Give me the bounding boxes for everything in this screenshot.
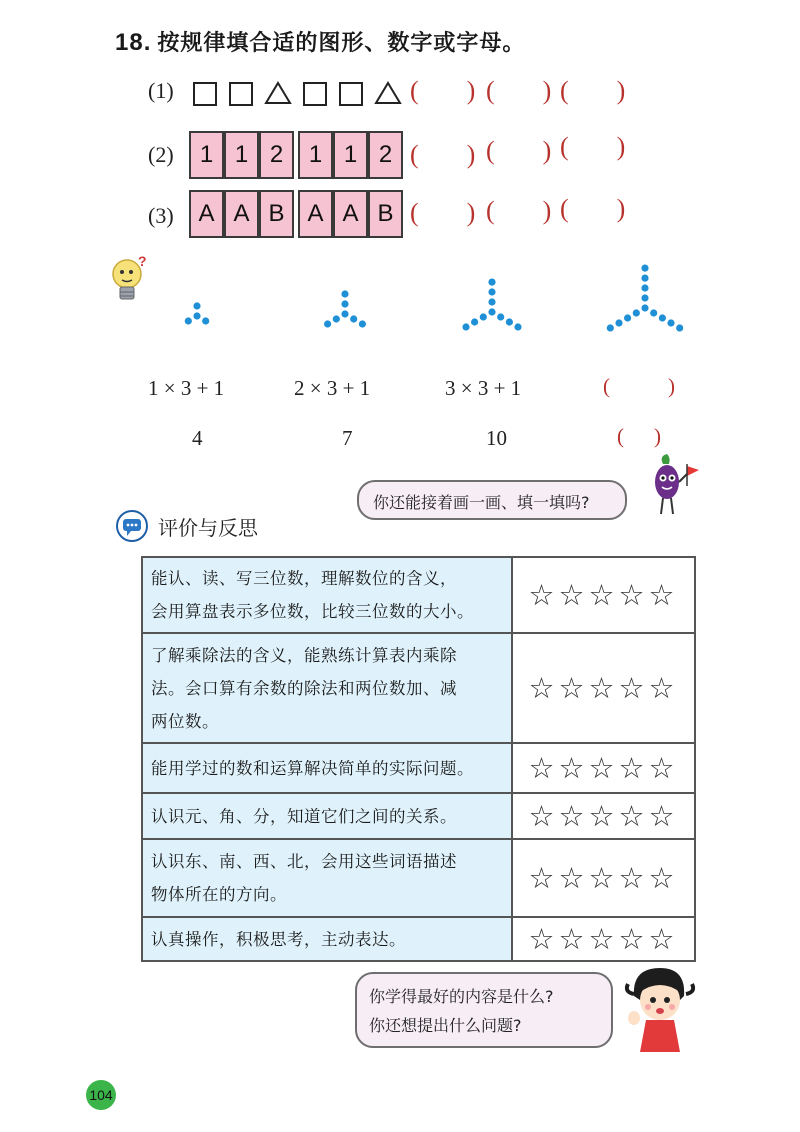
criteria-cell: 认识元、角、分，知道它们之间的关系。 [142, 793, 512, 839]
result-1: 4 [192, 426, 203, 450]
expression-1: 1 × 3 + 1 [148, 376, 225, 400]
criteria-cell: 认真操作，积极思考，主动表达。 [142, 917, 512, 961]
table-row [142, 743, 695, 793]
number-cell: 1 [224, 131, 259, 179]
pattern-dot [641, 275, 648, 282]
answer-blank-2[interactable]: ( ) [486, 196, 552, 225]
chat-bubble-icon [116, 510, 148, 542]
evaluation-table [141, 556, 696, 962]
pattern-dot [202, 317, 209, 324]
pattern-dot [471, 318, 478, 325]
svg-text:?: ? [138, 253, 147, 269]
letter-cell: A [298, 190, 333, 238]
lightbulb-icon [108, 252, 150, 308]
question-text: 按规律填合适的图形、数字或字母。 [157, 31, 526, 56]
page-number-badge: 104 [86, 1080, 116, 1110]
star-rating[interactable] [512, 839, 695, 917]
star-rating[interactable] [512, 793, 695, 839]
pattern-dot [185, 317, 192, 324]
girl-bubble-line-1: 你学得最好的内容是什么? [369, 987, 554, 1006]
criteria-cell: 能用学过的数和运算解决简单的实际问题。 [142, 743, 512, 793]
expression-3: 3 × 3 + 1 [445, 376, 522, 400]
pattern-dot [333, 315, 340, 322]
question-title [115, 26, 525, 57]
pattern-dot [514, 323, 521, 330]
pattern-dot [641, 304, 648, 311]
pattern-dot [359, 320, 366, 327]
pattern-dot [350, 315, 357, 322]
square-shape [303, 82, 327, 106]
pattern-dot [633, 309, 640, 316]
number-cell: 2 [259, 131, 294, 179]
eggplant-mascot-icon [645, 452, 701, 524]
pattern-dot [624, 314, 631, 321]
pattern-dot [659, 314, 666, 321]
number-cell: 2 [368, 131, 403, 179]
square-shape [339, 82, 363, 106]
expression-2: 2 × 3 + 1 [294, 376, 371, 400]
criteria-cell: 能认、读、写三位数，理解数位的含义， 会用算盘表示多位数，比较三位数的大小。 [142, 557, 512, 633]
triangle-shape [264, 81, 292, 105]
expression-blank[interactable]: ( ) [603, 374, 675, 398]
pattern-dot [480, 313, 487, 320]
letter-cell: A [189, 190, 224, 238]
criteria-cell: 认识东、南、西、北，会用这些词语描述 物体所在的方向。 [142, 839, 512, 917]
letter-cell: A [224, 190, 259, 238]
star-icons[interactable]: ☆☆☆☆☆ [528, 578, 679, 612]
result-blank[interactable]: ( ) [617, 424, 661, 448]
star-rating[interactable] [512, 917, 695, 961]
table-row [142, 793, 695, 839]
answer-blank-3[interactable]: ( ) [560, 132, 626, 161]
answer-blank-3[interactable]: ( ) [560, 76, 626, 105]
table-row [142, 917, 695, 961]
pattern-dot [641, 265, 648, 272]
girl-speech-bubble [355, 972, 613, 1048]
question-number: 18. [115, 29, 152, 56]
answer-blank-1[interactable]: ( ) [410, 76, 476, 105]
star-icons[interactable]: ☆☆☆☆☆ [528, 922, 679, 956]
pattern-dot [615, 319, 622, 326]
star-rating[interactable] [512, 633, 695, 743]
answer-blank-1[interactable]: ( ) [410, 198, 476, 227]
pattern-dot [488, 308, 495, 315]
star-rating[interactable] [512, 743, 695, 793]
pattern-dot [341, 310, 348, 317]
result-2: 7 [342, 426, 353, 450]
criteria-cell: 了解乘除法的含义，能熟练计算表内乘除 法。会口算有余数的除法和两位数加、减 两位数。 [142, 633, 512, 743]
result-3: 10 [486, 426, 507, 450]
answer-blank-2[interactable]: ( ) [486, 76, 552, 105]
section-title: 评价与反思 [158, 516, 258, 540]
star-icons[interactable]: ☆☆☆☆☆ [528, 671, 679, 705]
pattern-dot [497, 313, 504, 320]
pattern-dot [341, 290, 348, 297]
eggplant-speech-bubble [357, 480, 627, 520]
row-2-label: (2) [148, 142, 174, 167]
pattern-dot [462, 323, 469, 330]
pattern-dot [650, 309, 657, 316]
square-shape [229, 82, 253, 106]
star-icons[interactable]: ☆☆☆☆☆ [528, 861, 679, 895]
table-row [142, 839, 695, 917]
girl-bubble-line-2: 你还想提出什么问题? [369, 1016, 522, 1035]
row-1-label: (1) [148, 78, 174, 103]
pattern-dot [488, 288, 495, 295]
pattern-dot [341, 300, 348, 307]
table-row [142, 557, 695, 633]
pattern-dot [641, 284, 648, 291]
pattern-dot [667, 319, 674, 326]
letter-cell: A [333, 190, 368, 238]
letter-cell: B [368, 190, 403, 238]
pattern-dot [488, 298, 495, 305]
pattern-dot [506, 318, 513, 325]
table-row [142, 633, 695, 743]
pattern-dot [676, 324, 683, 331]
answer-blank-2[interactable]: ( ) [486, 136, 552, 165]
pattern-dot [193, 312, 200, 319]
star-rating[interactable] [512, 557, 695, 633]
number-cell: 1 [298, 131, 333, 179]
dot-patterns [150, 230, 740, 370]
pattern-dot [641, 294, 648, 301]
number-cell: 1 [333, 131, 368, 179]
eggplant-bubble-text: 你还能接着画一画、填一填吗? [373, 493, 590, 512]
pattern-dot [193, 302, 200, 309]
letter-cell: B [259, 190, 294, 238]
pattern-dot [607, 324, 614, 331]
square-shape [193, 82, 217, 106]
girl-mascot-icon [620, 960, 700, 1056]
triangle-shape [374, 81, 402, 105]
pattern-dot [488, 279, 495, 286]
answer-blank-1[interactable]: ( ) [410, 140, 476, 169]
star-icons[interactable]: ☆☆☆☆☆ [528, 751, 679, 785]
number-cell: 1 [189, 131, 224, 179]
dot-pattern-group [185, 265, 684, 332]
row-3-label: (3) [148, 203, 174, 228]
pattern-dot [324, 320, 331, 327]
star-icons[interactable]: ☆☆☆☆☆ [528, 799, 679, 833]
answer-blank-3[interactable]: ( ) [560, 194, 626, 223]
